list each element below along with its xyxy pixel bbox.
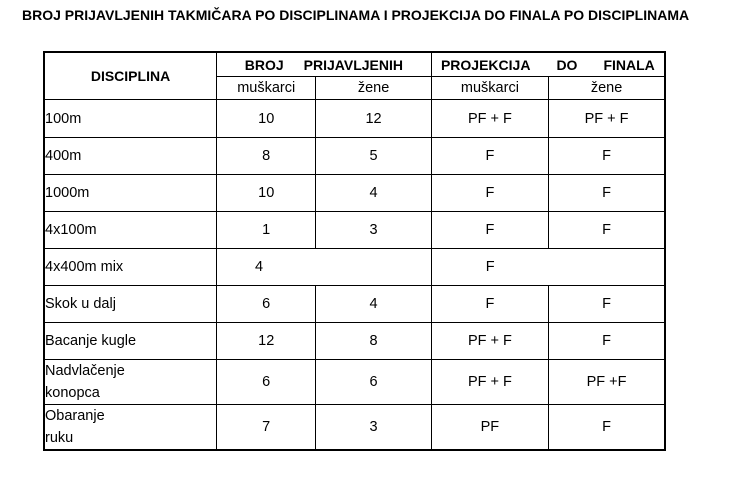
header-sub-proj-men: muškarci <box>431 77 548 100</box>
document-title: BROJ PRIJAVLJENIH TAKMIČARA PO DISCIPLINAMA I PROJEKCIJA DO FINALA PO DISCIPLINAMA <box>22 7 690 23</box>
men-count-cell: 10 <box>217 175 316 212</box>
table-row <box>44 286 665 323</box>
mixed-count-cell: 4 <box>217 249 432 286</box>
women-count-cell: 5 <box>316 138 431 175</box>
women-count-cell: 4 <box>316 175 431 212</box>
men-count-cell: 8 <box>217 138 316 175</box>
header-sub-proj-women: žene <box>549 77 665 100</box>
header-projection-word-1: PROJEKCIJA <box>440 56 531 73</box>
proj-women-cell: PF +F <box>549 360 665 405</box>
discipline-line: Obaranje <box>45 408 105 424</box>
women-count-cell: 8 <box>316 323 431 360</box>
proj-men-cell: PF + F <box>431 100 548 138</box>
discipline-line: ruku <box>45 430 74 446</box>
discipline-cell <box>44 360 217 405</box>
proj-men-cell: PF + F <box>431 323 548 360</box>
proj-women-cell: F <box>549 286 665 323</box>
discipline-cell: 4x100m <box>44 212 217 249</box>
table-row <box>44 360 665 405</box>
discipline-cell: Skok u dalj <box>44 286 217 323</box>
women-count-cell: 3 <box>316 212 431 249</box>
table-row <box>44 249 665 286</box>
men-count-cell: 6 <box>217 286 316 323</box>
proj-men-cell: PF + F <box>431 360 548 405</box>
discipline-cell: 400m <box>44 138 217 175</box>
proj-women-cell: F <box>549 212 665 249</box>
disciplines-table <box>43 51 666 451</box>
proj-women-cell: F <box>549 323 665 360</box>
women-count-cell: 4 <box>316 286 431 323</box>
discipline-line: konopca <box>45 385 100 401</box>
table-row <box>44 405 665 451</box>
proj-women-cell: F <box>549 138 665 175</box>
discipline-line: Nadvlačenje <box>45 363 125 379</box>
table-row <box>44 175 665 212</box>
discipline-cell: 100m <box>44 100 217 138</box>
men-count-cell: 10 <box>217 100 316 138</box>
discipline-cell: Bacanje kugle <box>44 323 217 360</box>
men-count-cell: 7 <box>217 405 316 451</box>
header-sub-women: žene <box>316 77 431 100</box>
women-count-cell: 3 <box>316 405 431 451</box>
proj-men-cell: F <box>431 138 548 175</box>
proj-women-cell: PF + F <box>549 100 665 138</box>
proj-men-cell: F <box>431 212 548 249</box>
proj-women-cell: F <box>549 175 665 212</box>
header-discipline: DISCIPLINA <box>44 52 217 100</box>
men-count-cell: 6 <box>217 360 316 405</box>
header-projection-word-3: FINALA <box>603 56 655 73</box>
table-row <box>44 138 665 175</box>
men-count-cell: 12 <box>217 323 316 360</box>
women-count-cell: 12 <box>316 100 431 138</box>
proj-men-cell: F <box>431 286 548 323</box>
header-count-group <box>217 52 432 77</box>
table-row <box>44 212 665 249</box>
header-count-word-1: BROJ <box>244 56 284 73</box>
discipline-cell <box>44 405 217 451</box>
header-sub-men: muškarci <box>217 77 316 100</box>
table-row <box>44 323 665 360</box>
discipline-cell: 1000m <box>44 175 217 212</box>
men-count-cell: 1 <box>217 212 316 249</box>
header-projection-group <box>431 52 665 77</box>
header-projection-word-2: DO <box>556 56 578 73</box>
proj-men-cell: PF <box>431 405 548 451</box>
header-count-word-2: PRIJAVLJENIH <box>303 56 403 73</box>
table-row <box>44 100 665 138</box>
discipline-cell: 4x400m mix <box>44 249 217 286</box>
proj-men-cell: F <box>431 175 548 212</box>
proj-mixed-cell: F <box>431 249 665 286</box>
proj-women-cell: F <box>549 405 665 451</box>
women-count-cell: 6 <box>316 360 431 405</box>
